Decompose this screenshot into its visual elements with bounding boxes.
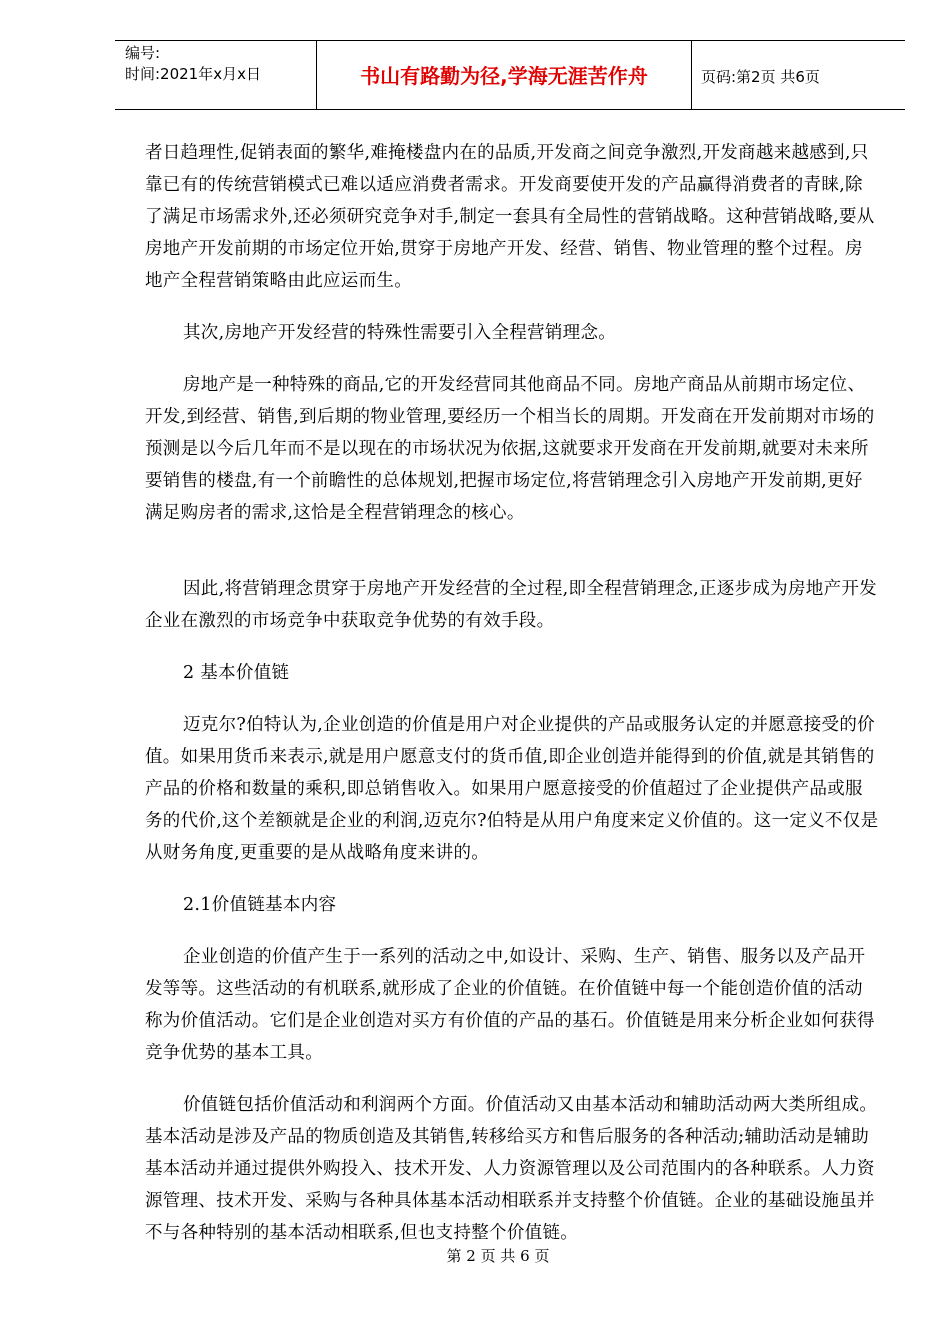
paragraph-value-chain: 价值链包括价值活动和利润两个方面。价值活动又由基本活动和辅助活动两大类所组成。基本活动是涉及产品的物质创造及其销售,转移给买方和售后服务的各种活动;辅助活动是辅助基本活动并通过提供外购投入、技术开发、人力资源管理以及公司范围内的各种联系。人力资源管理、技术开发、采购与各种具体基本活动相联系并支持整个价值链。企业的基础设施虽并不与各种特别的基本活动相联系,但也支持整个价值链。 [145,1095,878,1243]
paragraph-therefore: 因此,将营销理念贯穿于房地产开发经营的全过程,即全程营销理念,正逐步成为房地产开发企业在激烈的市场竞争中获取竞争优势的有效手段。 [145,579,877,631]
paragraph-continued: 者日趋理性,促销表面的繁华,难掩楼盘内在的品质,开发商之间竞争激烈,开发商越来越感到,只靠已有的传统营销模式已难以适应消费者需求。开发商要使开发的产品赢得消费者的青睐,除了满足市场需求外,还必须研究竞争对手,制定一套具有全局性的营销战略。这种营销战略,要从房地产开发前期的市场定位开始,贯穿于房地产开发、经营、销售、物业管理的整个过程。房地产全程营销策略由此应运而生。 [145,143,875,291]
doc-time-label: 时间:2021年x月x日 [125,65,261,83]
section-heading-2: 2 基本价值链 [183,663,290,683]
doc-number-label: 编号: [125,44,161,62]
header-meta [115,41,315,109]
paragraph-real-estate: 房地产是一种特殊的商品,它的开发经营同其他商品不同。房地产商品从前期市场定位、开发,到经营、销售,到后期的物业管理,要经历一个相当长的周期。开发商在开发前期对市场的预测是以今后几年而不是以现在的市场状况为依据,这就要求开发商在开发前期,就要对未来所要销售的楼盘,有一个前瞻性的总体规划,把握市场定位,将营销理念引入房地产开发前期,更好满足购房者的需求,这恰是全程营销理念的核心。 [145,375,875,523]
page-footer: 第 2 页 共 6 页 [446,1247,550,1265]
header-page-info: 页码:第2页 共6页 [701,68,820,86]
paragraph-porter: 迈克尔?伯特认为,企业创造的价值是用户对企业提供的产品或服务认定的并愿意接受的价值。如果用货币来表示,就是用户愿意支付的货币值,即企业创造并能得到的价值,就是其销售的产品的价格和数量的乘积,即总销售收入。如果用户愿意接受的价值超过了企业提供产品或服务的代价,这个差额就是企业的利润,迈克尔?伯特是从用户角度来定义价值的。这一定义不仅是从财务角度,更重要的是从战略角度来讲的。 [145,715,879,863]
document-body [145,137,880,1269]
header-page-cell [691,41,905,109]
header-motto-cell [316,41,692,109]
page-header [115,40,905,110]
section-heading-2-1: 2.1价值链基本内容 [183,895,337,915]
header-motto: 书山有路勤为径,学海无涯苦作舟 [360,64,648,88]
paragraph-secondly: 其次,房地产开发经营的特殊性需要引入全程营销理念。 [183,323,617,343]
paragraph-value-creation: 企业创造的价值产生于一系列的活动之中,如设计、采购、生产、销售、服务以及产品开发等等。这些活动的有机联系,就形成了企业的价值链。在价值链中每一个能创造价值的活动称为价值活动。它们是企业创造对买方有价值的产品的基石。价值链是用来分析企业如何获得竞争优势的基本工具。 [145,947,875,1063]
